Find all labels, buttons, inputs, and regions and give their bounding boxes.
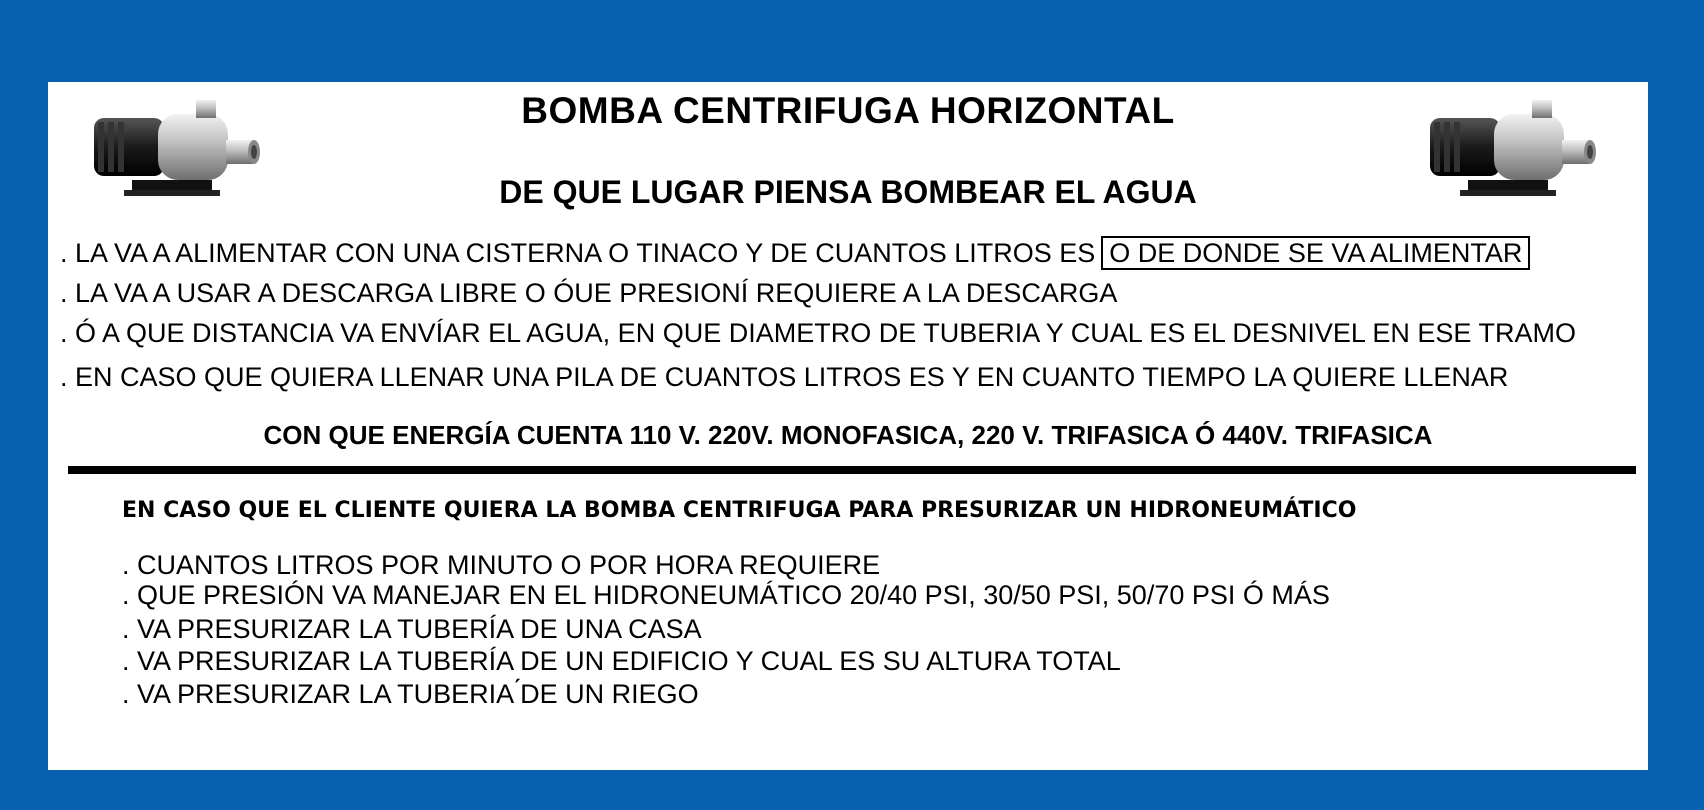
boxed-question-text: O DE DONDE SE VA ALIMENTAR	[1101, 236, 1530, 270]
divider	[68, 466, 1636, 474]
content-panel	[48, 82, 1648, 770]
hydro-item: . QUE PRESIÓN VA MANEJAR EN EL HIDRONEUMÁTICO 20/40 PSI, 30/50 PSI, 50/70 PSI Ó MÁS	[122, 580, 1330, 610]
hydro-item: . VA PRESURIZAR LA TUBERÍA DE UNA CASA	[122, 614, 702, 644]
hydro-section-title: EN CASO QUE EL CLIENTE QUIERA LA BOMBA CENTRIFUGA PARA PRESURIZAR UN HIDRONEUMÁTICO	[122, 498, 1357, 523]
question-item	[60, 238, 1530, 269]
question-item: . Ó A QUE DISTANCIA VA ENVÍAR EL AGUA, EN QUE DIAMETRO DE TUBERIA Y CUAL ES EL DESNIVEL EN ESE TRAMO	[60, 318, 1576, 348]
hydro-item: . VA PRESURIZAR LA TUBERÍA DE UN EDIFICIO Y CUAL ES SU ALTURA TOTAL	[122, 646, 1121, 676]
question-text: . LA VA A ALIMENTAR CON UNA CISTERNA O TINACO Y DE CUANTOS LITROS ES	[60, 238, 1096, 268]
hydro-item: . VA PRESURIZAR LA TUBERIA ́DE UN RIEGO	[122, 679, 699, 709]
page-subtitle: DE QUE LUGAR PIENSA BOMBEAR EL AGUA	[499, 174, 1197, 210]
page-title: BOMBA CENTRIFUGA HORIZONTAL	[521, 90, 1175, 131]
question-item: . EN CASO QUE QUIERA LLENAR UNA PILA DE CUANTOS LITROS ES Y EN CUANTO TIEMPO LA QUIERE LLENAR	[60, 362, 1509, 392]
question-item: . LA VA A USAR A DESCARGA LIBRE O ÓUE PRESIONÍ REQUIERE A LA DESCARGA	[60, 278, 1118, 308]
hydro-item: . CUANTOS LITROS POR MINUTO O POR HORA REQUIERE	[122, 550, 881, 580]
energy-question: CON QUE ENERGÍA CUENTA 110 V. 220V. MONOFASICA, 220 V. TRIFASICA Ó 440V. TRIFASICA	[263, 420, 1433, 450]
